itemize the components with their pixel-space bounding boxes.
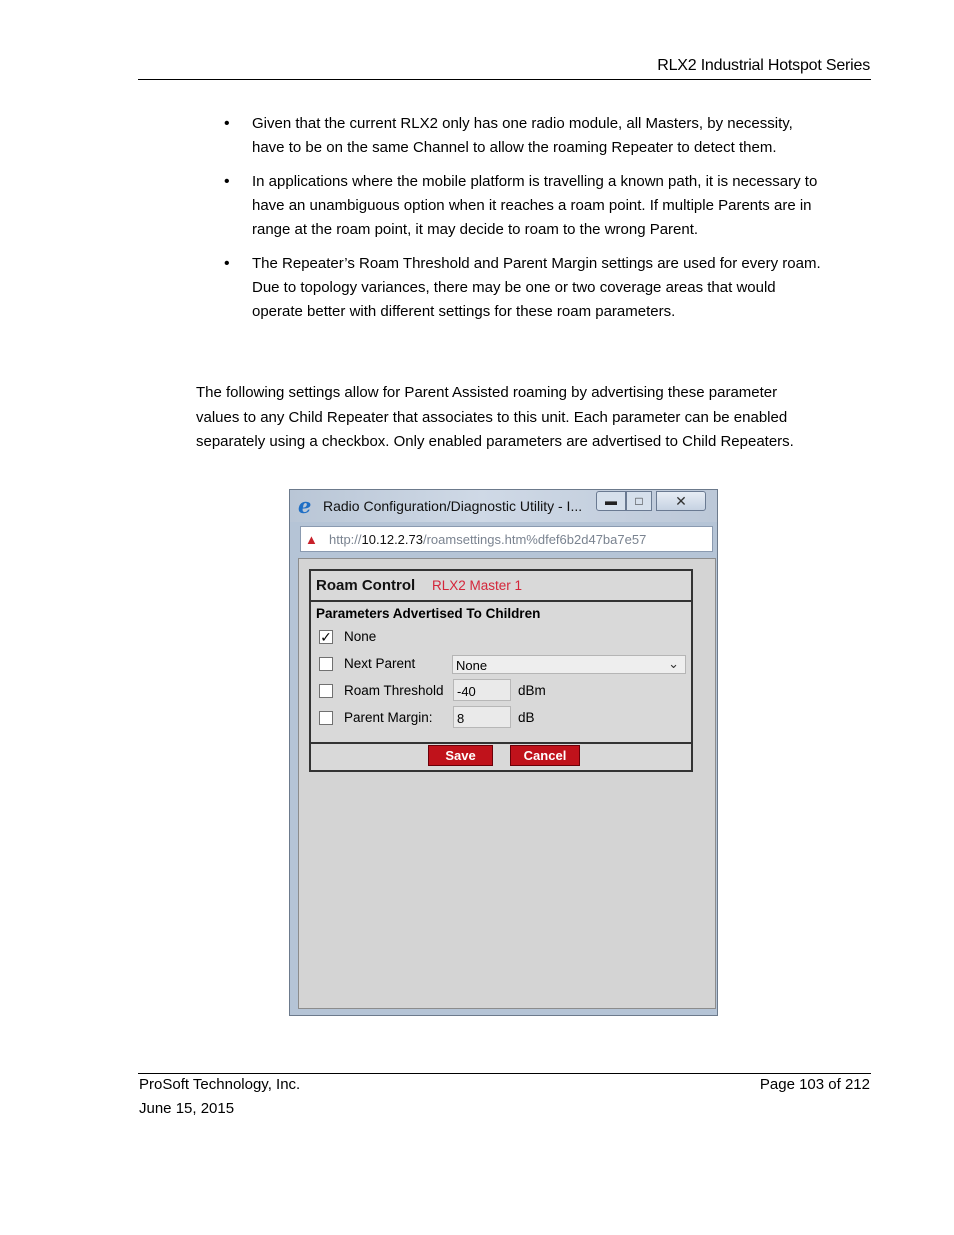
none-label: None <box>344 629 377 644</box>
roam-threshold-input[interactable]: -40 <box>453 679 511 701</box>
window-titlebar <box>290 490 717 522</box>
chevron-down-icon: ⌄ <box>668 656 679 671</box>
parent-margin-row <box>316 709 686 736</box>
internet-explorer-icon: e <box>298 493 312 518</box>
next-parent-select[interactable] <box>452 655 686 674</box>
next-parent-row <box>316 655 686 682</box>
panel-title: Roam Control <box>316 577 416 594</box>
parent-margin-label: Parent Margin: <box>344 710 433 725</box>
header-rule <box>138 79 871 80</box>
parent-margin-input[interactable]: 8 <box>453 706 511 728</box>
panel-footer <box>311 744 691 770</box>
browser-window-screenshot <box>289 489 718 1016</box>
checkmark-icon: ✓ <box>320 629 332 645</box>
save-button[interactable]: Save <box>428 745 493 766</box>
minimize-button[interactable]: ▬ <box>596 491 626 511</box>
roam-threshold-unit: dBm <box>518 683 546 698</box>
address-bar[interactable] <box>300 526 713 552</box>
roam-threshold-row <box>316 682 686 709</box>
window-title: Radio Configuration/Diagnostic Utility - I... <box>323 498 583 514</box>
device-name: RLX2 Master 1 <box>432 578 523 593</box>
next-parent-checkbox[interactable] <box>319 657 333 671</box>
close-button[interactable]: ✕ <box>656 491 706 511</box>
header-title: RLX2 Industrial Hotspot Series <box>657 57 870 74</box>
footer-company: ProSoft Technology, Inc. <box>139 1076 301 1093</box>
bullet-item: • In applications where the mobile platform is travelling a known path, it is necessary to have an unambiguous option when it reaches a roam point. If multiple Parents are in range at the roam point, it may decide to roam to the wrong Parent. <box>224 170 824 242</box>
bullet-item: • The Repeater’s Roam Threshold and Parent Margin settings are used for every roam. Due to topology variances, there may be one or two coverage areas that would operate better with different settings for these roam parameters. <box>224 252 824 324</box>
panel-header <box>311 571 691 602</box>
page-content <box>298 558 716 1009</box>
next-parent-label: Next Parent <box>344 656 416 671</box>
none-checkbox[interactable] <box>319 630 333 644</box>
roam-control-panel <box>309 569 693 772</box>
next-parent-value: None <box>456 658 488 673</box>
roam-threshold-checkbox[interactable] <box>319 684 333 698</box>
footer-rule <box>138 1073 871 1074</box>
parameters-section <box>311 602 691 744</box>
body-paragraph: The following settings allow for Parent Assisted roaming by advertising these parameter values to any Child Repeater that associates to this unit. Each parameter can be enabled separately using a checkbox. Only enabled parameters are advertised to Child Repeaters. <box>196 384 794 450</box>
maximize-button[interactable]: □ <box>626 491 652 511</box>
parent-margin-checkbox[interactable] <box>319 711 333 725</box>
prosoft-logo-icon: ▲ <box>305 532 318 547</box>
footer-page-number: Page 103 of 212 <box>759 1076 870 1093</box>
bullet-list <box>224 112 824 334</box>
section-title: Parameters Advertised To Children <box>316 606 541 621</box>
cancel-button[interactable]: Cancel <box>510 745 580 766</box>
footer-date: June 15, 2015 <box>139 1100 235 1117</box>
parent-margin-unit: dB <box>518 710 535 725</box>
roam-threshold-label: Roam Threshold <box>344 683 444 698</box>
bullet-item: • Given that the current RLX2 only has one radio module, all Masters, by necessity, have to be on the same Channel to allow the roaming Repeater to detect them. <box>224 112 824 160</box>
address-url: http://10.12.2.73/roamsettings.htm%dfef6b2d47ba7e57 <box>329 532 647 547</box>
none-row <box>316 628 686 655</box>
